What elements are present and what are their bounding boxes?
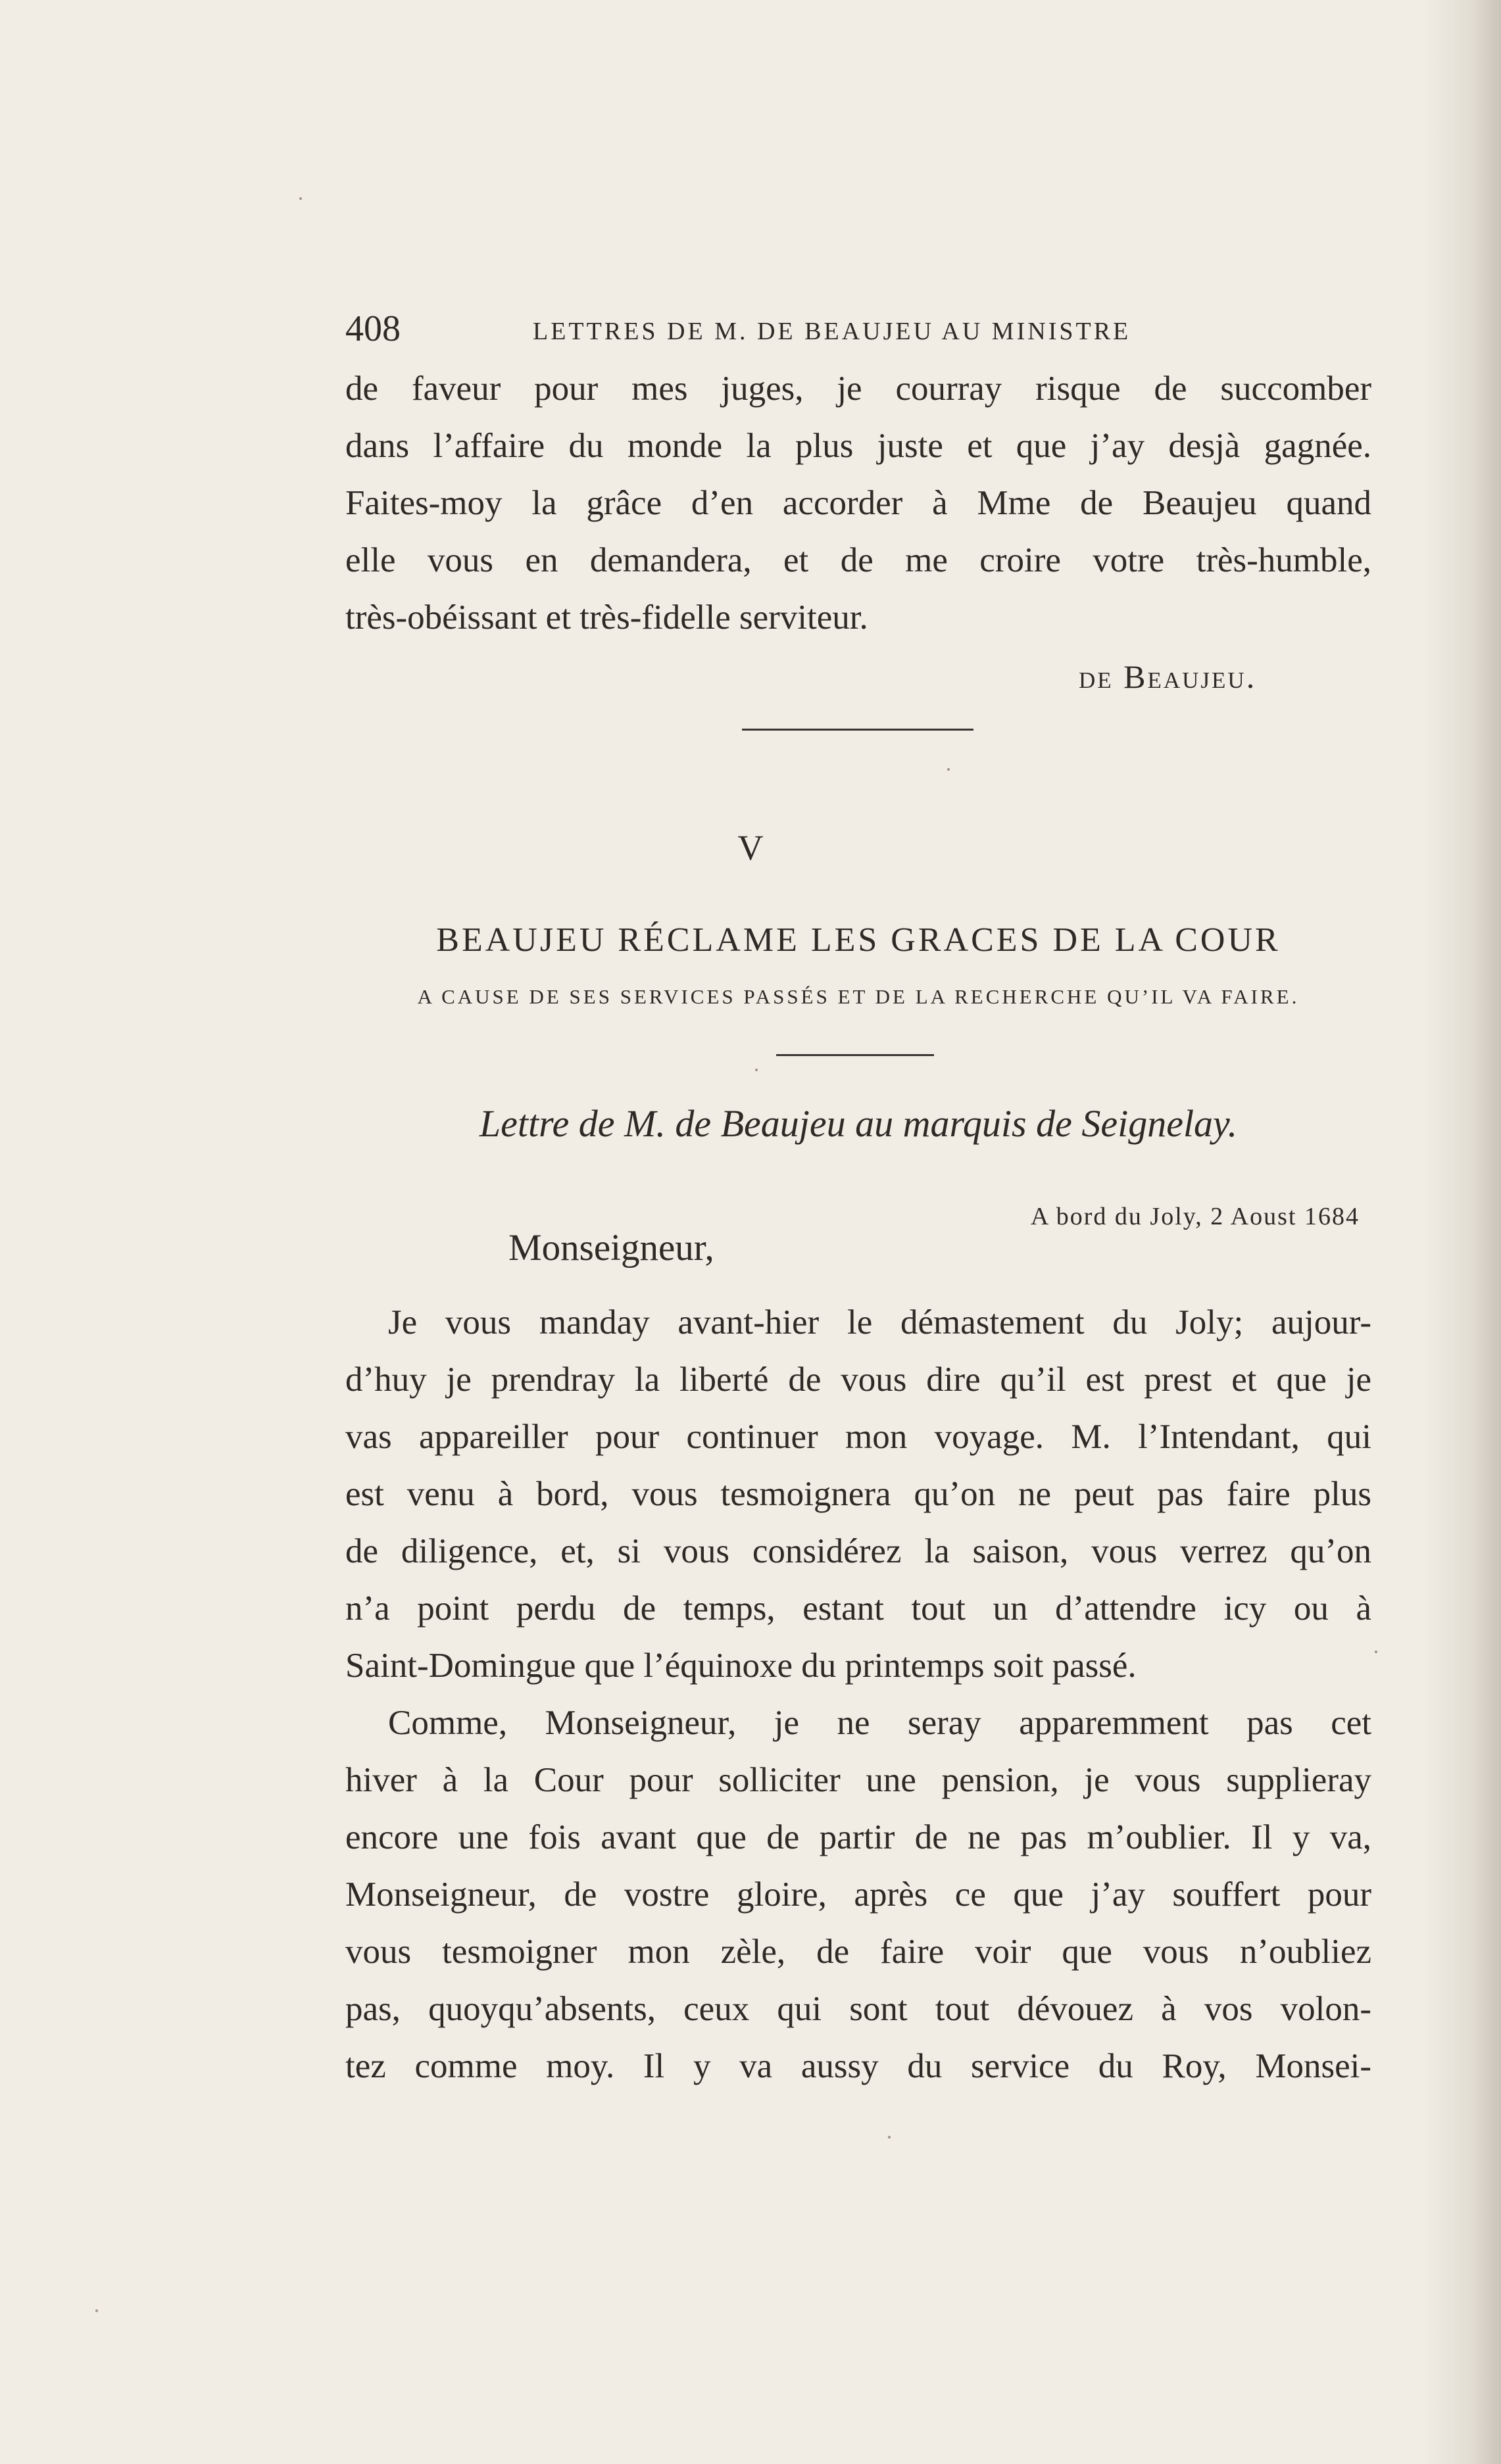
paper-speck [1375,1651,1377,1653]
paper-speck [947,768,950,771]
section-divider [742,729,973,731]
text-line: d’huy je prendray la liberté de vous dire qu’il est prest et que je [345,1361,1371,1399]
text-line: Comme, Monseigneur, je ne seray apparemment pas cet [388,1704,1371,1742]
text-line: tez comme moy. Il y va aussy du service du Roy, Monsei- [345,2047,1371,2085]
page-edge-shadow [1422,0,1501,2464]
paper-speck [95,2309,98,2312]
text-line: de faveur pour mes juges, je courray risque de succomber [345,370,1371,408]
text-line: encore une fois avant que de partir de ne pas m’oublier. Il y va, [345,1818,1371,1856]
running-title: LETTRES DE M. DE BEAUJEU AU MINISTRE [533,318,1131,345]
page-number: 408 [345,308,401,349]
paper-speck [755,1069,758,1071]
section-subtitle: A CAUSE DE SES SERVICES PASSÉS ET DE LA RECHERCHE QU’IL VA FAIRE. [417,985,1300,1008]
text-line: Je vous manday avant-hier le démastement du Joly; aujour- [388,1303,1371,1341]
text-line: pas, quoyqu’absents, ceux qui sont tout dévouez à vos volon- [345,1990,1371,2028]
paper-speck [299,197,302,200]
letter-body [345,1294,1371,2095]
text-line: n’a point perdu de temps, estant tout un d’attendre icy ou à [345,1589,1371,1628]
text-line: hiver à la Cour pour solliciter une pension, je vous supplieray [345,1761,1371,1799]
letter-salutation: Monseigneur, [508,1227,714,1268]
paragraph [345,1695,1371,2095]
signature: de Beaujeu. [1079,658,1257,695]
text-line: elle vous en demandera, et de me croire votre très-humble, [345,541,1371,579]
text-line: vous tesmoigner mon zèle, de faire voir que vous n’oubliez [345,1933,1371,1971]
text-line: Saint-Domingue que l’équinoxe du printemps soit passé. [345,1647,1137,1685]
text-line: vas appareiller pour continuer mon voyage. M. l’Intendant, qui [345,1418,1371,1456]
letter-title: Lettre de M. de Beaujeu au marquis de Seignelay. [479,1102,1238,1145]
paragraph [345,1294,1371,1695]
running-head [345,308,1371,354]
text-line: dans l’affaire du monde la plus juste et que j’ay desjà gagnée. [345,427,1371,465]
opening-paragraph [345,360,1371,646]
paper-speck [888,2136,891,2138]
text-line: Faites-moy la grâce d’en accorder à Mme de Beaujeu quand [345,484,1371,522]
text-line: Monseigneur, de vostre gloire, après ce que j’ay souffert pour [345,1875,1371,1914]
letter-dateline: A bord du Joly, 2 Aoust 1684 [1030,1203,1360,1230]
text-line: très-obéissant et très-fidelle serviteur. [345,598,868,637]
section-title: BEAUJEU RÉCLAME LES GRACES DE LA COUR [436,921,1281,959]
section-number: V [737,828,764,867]
title-divider [776,1054,934,1056]
text-line: est venu à bord, vous tesmoignera qu’on ne peut pas faire plus [345,1475,1371,1513]
text-line: de diligence, et, si vous considérez la saison, vous verrez qu’on [345,1532,1371,1570]
